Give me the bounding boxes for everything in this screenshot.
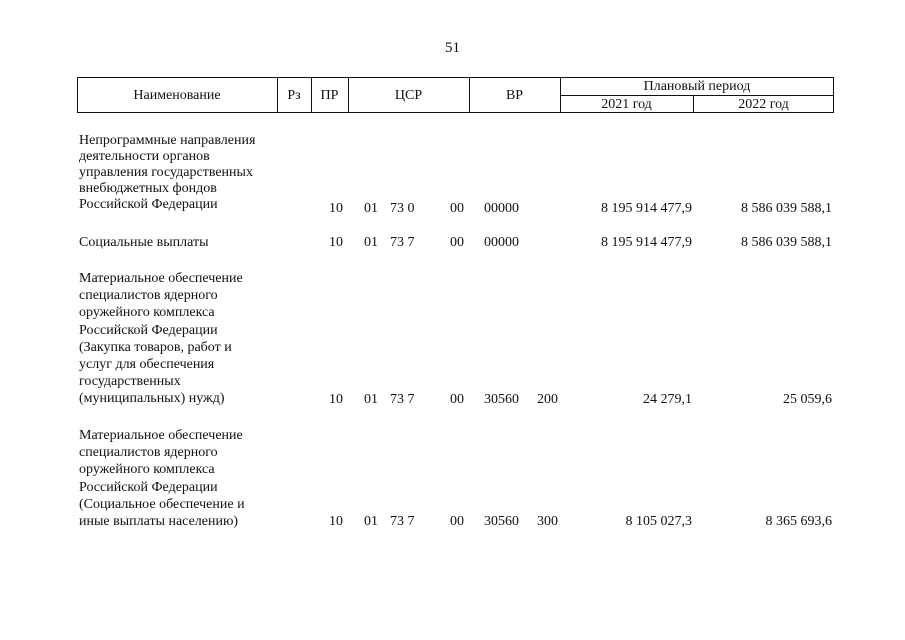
row-name: Непрограммные направления деятельности органов управления государственных внебюджетных фондов Российской Федерации <box>79 133 256 212</box>
row-csr-direction: 00000 <box>484 235 519 250</box>
header-top-border <box>77 77 834 78</box>
row-csr-direction: 30560 <box>484 392 519 407</box>
row-csr-program: 73 7 <box>390 392 415 407</box>
row-amount-2021: 8 195 914 477,9 <box>601 235 692 250</box>
header-plan-period: Плановый период <box>643 79 751 94</box>
row-amount-2021: 24 279,1 <box>643 392 692 407</box>
row-vr: 200 <box>537 392 558 407</box>
row-pr: 01 <box>364 514 378 529</box>
row-amount-2022: 8 586 039 588,1 <box>741 235 832 250</box>
header-year-2021: 2021 год <box>601 97 652 112</box>
header-vr: ВР <box>505 88 524 103</box>
row-name: Материальное обеспечение специалистов ядерного оружейного комплекса Российской Федерации (Закупка товаров, работ и услуг для обеспечения государственных (муниципальных) нужд) <box>79 271 243 407</box>
row-name: Социальные выплаты <box>79 235 209 250</box>
row-rz: 10 <box>329 392 343 407</box>
table-header <box>77 77 834 113</box>
row-amount-2022: 25 059,6 <box>783 392 832 407</box>
row-pr: 01 <box>364 392 378 407</box>
table-row <box>0 270 905 408</box>
row-amount-2022: 8 586 039 588,1 <box>741 201 832 216</box>
row-csr-subprogram: 00 <box>450 201 464 216</box>
row-csr-subprogram: 00 <box>450 514 464 529</box>
row-rz: 10 <box>329 201 343 216</box>
row-pr: 01 <box>364 235 378 250</box>
header-year-2022: 2022 год <box>738 97 789 112</box>
header-pr: ПР <box>320 88 339 103</box>
row-name: Материальное обеспечение специалистов ядерного оружейного комплекса Российской Федерации (Социальное обеспечение и иные выплаты населению) <box>79 428 245 530</box>
row-pr: 01 <box>364 201 378 216</box>
page-number: 51 <box>445 40 460 56</box>
header-rz: Рз <box>287 88 301 103</box>
row-vr: 300 <box>537 514 558 529</box>
row-amount-2022: 8 365 693,6 <box>765 514 832 529</box>
row-amount-2021: 8 105 027,3 <box>625 514 692 529</box>
row-csr-direction: 30560 <box>484 514 519 529</box>
header-csr: ЦСР <box>394 88 423 103</box>
row-amount-2021: 8 195 914 477,9 <box>601 201 692 216</box>
header-bottom-border <box>77 112 834 113</box>
row-csr-program: 73 7 <box>390 514 415 529</box>
row-csr-program: 73 0 <box>390 201 415 216</box>
table-row <box>0 235 905 251</box>
row-csr-direction: 00000 <box>484 201 519 216</box>
row-csr-subprogram: 00 <box>450 392 464 407</box>
row-csr-program: 73 7 <box>390 235 415 250</box>
header-name: Наименование <box>133 88 221 103</box>
table-row <box>0 131 905 217</box>
header-subdivider <box>560 95 834 96</box>
table-row <box>0 427 905 530</box>
row-csr-subprogram: 00 <box>450 235 464 250</box>
row-rz: 10 <box>329 514 343 529</box>
row-rz: 10 <box>329 235 343 250</box>
